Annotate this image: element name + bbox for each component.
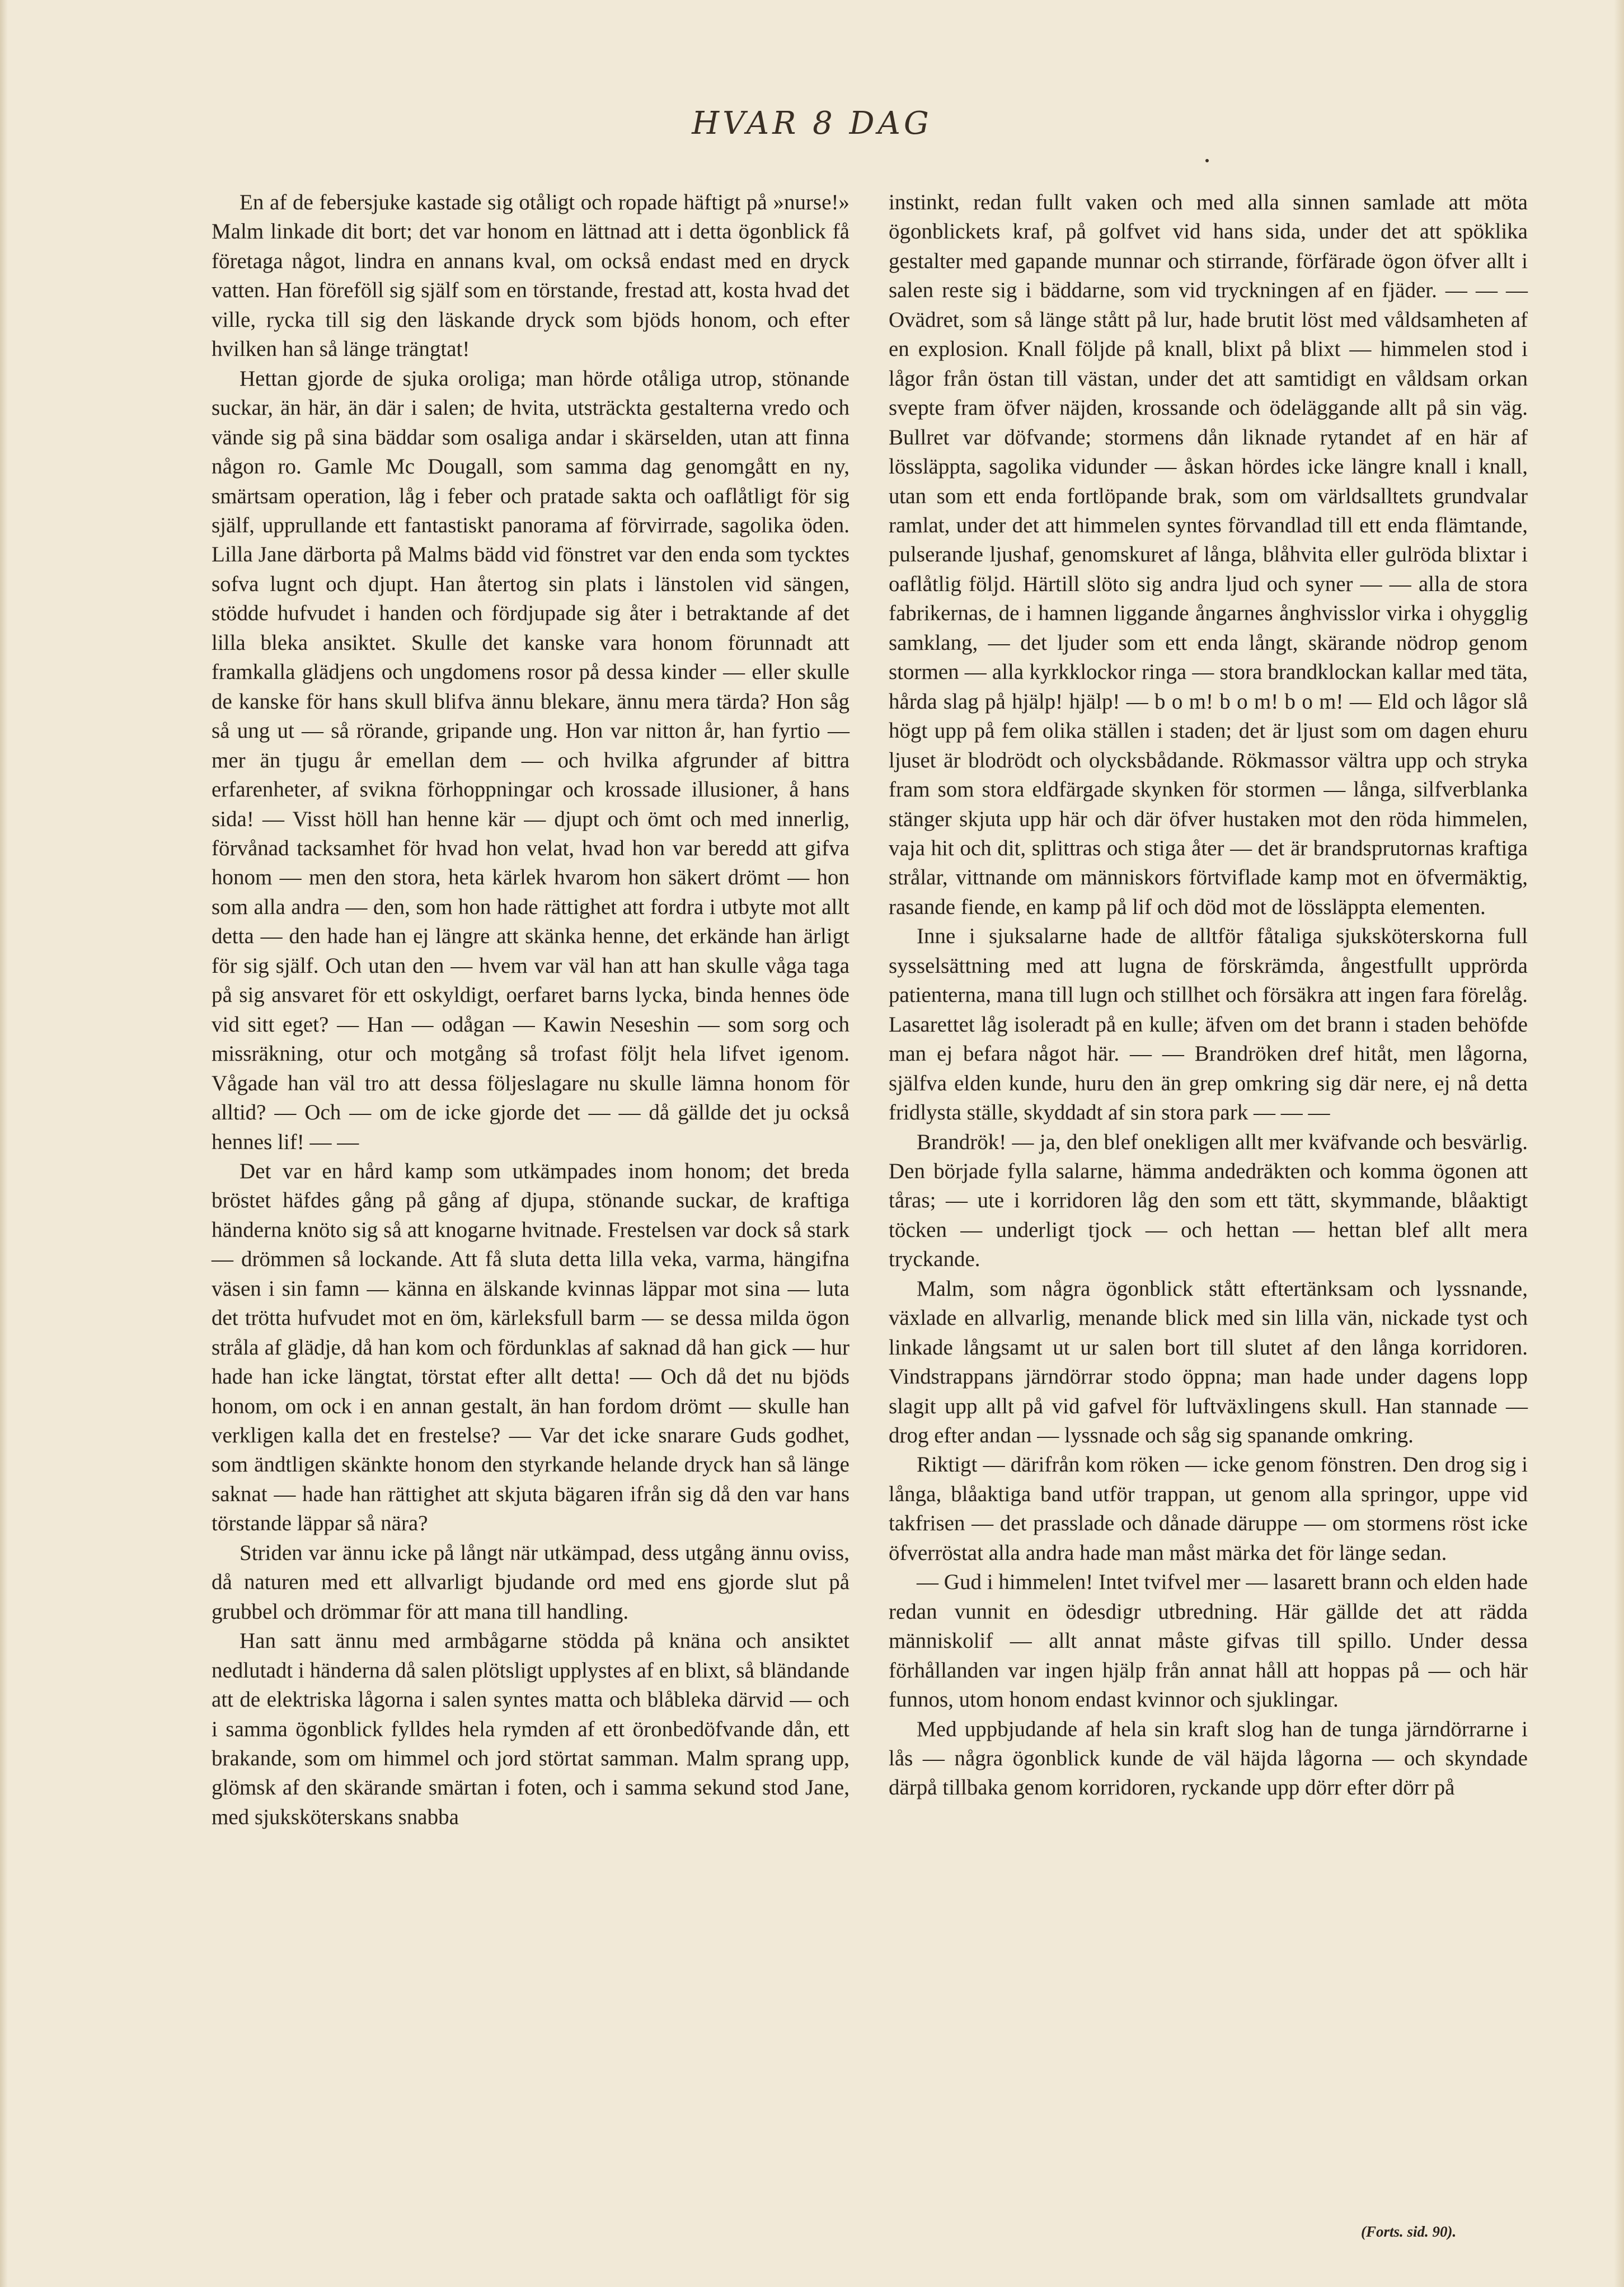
paragraph: Det var en hård kamp som utkämpades inom honom; det breda bröstet häfdes gång på gång af djupa, stönande suckar, de kraftiga händerna knöto sig så att knogarne hvitnade. Frestelsen var dock så stark — drömmen så lockande. Att få sluta detta lilla veka, varma, hängifna väsen i sin famn — känna en älskande kvinnas läppar mot sina — luta det trötta hufvudet mot en öm, kärleksfull barm — se dessa milda ögon stråla af glädje, då han kom och fördunklas af saknad då han gick — hur hade han icke längtat, törstat efter allt detta! — Och då det nu bjöds honom, om ock i en annan gestalt, än han fordom drömt — skulle han verkligen kalla det en frestelse? — Var det icke snarare Guds godhet, som ändtligen skänkte honom den styrkande helande dryck han så länge saknat — hade han rättighet att skjuta bägaren ifrån sig då den var hans törstande läppar så nära? [212,1159,849,1536]
right-column [889,188,1528,1803]
paragraph: Striden var ännu icke på långt när utkämpad, dess utgång ännu oviss, då naturen med ett allvarligt bjudande ord med ens gjorde slut på grubbel och drömmar för att mana till handling. [212,1540,849,1624]
paragraph: Brandrök! — ja, den blef onekligen allt mer kväfvande och besvärlig. Den började fylla salarne, hämma andedräkten och komma ögonen att tåras; — ute i korridoren låg den som ett tätt, skymmande, blåaktigt töcken — underligt tjock — och hettan — hettan blef allt mera tryckande. [889,1130,1528,1272]
paragraph: Riktigt — därifrån kom röken — icke genom fönstren. Den drog sig i långa, blåaktiga band utför trappan, ut genom alla springor, uppe vid takfrisen — det prasslade och dånade däruppe — om stormens röst icke öfverröstat alla andra hade man måst märka det för länge sedan. [889,1452,1528,1565]
page-edge-right [1614,0,1624,2287]
paragraph: Han satt ännu med armbågarne stödda på knäna och ansiktet nedlutadt i händerna då salen plötsligt upplystes af en blixt, så bländande att de elektriska lågorna i salen syntes matta och blåbleka därvid — och i samma ögonblick fylldes hela rymden af ett öronbedöfvande dån, ett brakande, som om himmel och jord störtat samman. Malm sprang upp, glömsk af den skärande smärtan i foten, och i samma sekund stod Jane, med sjuksköterskans snabba [212,1629,849,1829]
paragraph: Hettan gjorde de sjuka oroliga; man hörde otåliga utrop, stönande suckar, än här, än där i salen; de hvita, utsträckta gestalterna vredo och vände sig på sina bäddar som osaliga andar i skärselden, utan att finna någon ro. Gamle Mc Dougall, som samma dag genomgått en ny, smärtsam operation, låg i feber och pratade sakta och oaflåtligt för sig själf, upprullande ett fantastiskt panorama af förvirrade, sagolika öden. Lilla Jane därborta på Malms bädd vid fönstret var den enda som tycktes sofva lugnt och djupt. Han återtog sin plats i länstolen vid sängen, stödde hufvudet i handen och fördjupade sig åter i betraktande af det lilla bleka ansiktet. Skulle det kanske vara honom förunnadt att framkalla glädjens och ungdomens rosor på dessa kinder — eller skulle de kanske för hans skull blifva ännu blekare, ännu mera tärda? Hon såg så ung ut — så rörande, gripande ung. Hon var nitton år, han fyrtio — mer än tjugu år emellan dem — och hvilka afgrunder af bittra erfarenheter, af svikna förhoppningar och krossade illusioner, å hans sida! — Visst höll han henne kär — djupt och ömt och med innerlig, förvånad tacksamhet för hvad hon velat, hvad hon var beredd att gifva honom — men den stora, heta kärlek hvarom hon säkert drömt — hon som alla andra — den, som hon hade rättighet att fordra i utbyte mot allt detta — den hade han ej längre att skänka henne, det erkände han ärligt för sig själf. Och utan den — hvem var väl han att han skulle våga taga på sig ansvaret för ett oskyldigt, oerfaret barns lycka, binda hennes öde vid sitt eget? — Han — odågan — Kawin Neseshin — som sorg och missräkning, otur och motgång så trofast följt hela lifvet igenom. Vågade han väl tro att dessa följeslagare nu skulle lämna honom för alltid? — Och — om de icke gjorde det — — då gällde det ju också hennes lif! — — [212,366,849,1154]
paragraph: Med uppbjudande af hela sin kraft slog han de tunga järndörrarne i lås — några ögonblick kunde de väl häjda lågorna — och skyndade därpå tillbaka genom korridoren, ryckande upp dörr efter dörr på [889,1717,1528,1800]
paragraph: En af de febersjuke kastade sig otåligt och ropade häftigt på »nurse!» Malm linkade dit bort; det var honom en lättnad att i detta ögonblick få företaga något, lindra en annans kval, om också endast med en dryck vatten. Han föreföll sig själf som en törstande, frestad att, kosta hvad det ville, rycka till sig den läskande dryck som bjöds honom, och efter hvilken han så länge trängtat! [212,190,849,362]
paragraph: instinkt, redan fullt vaken och med alla sinnen samlade att möta ögonblickets kraf, på golfvet vid hans sida, under det att spöklika gestalter med gapande munnar och stirrande, förfärade ögon öfver allt i salen reste sig i bäddarne, som vid tryckningen af en fjäder. — — — Ovädret, som så länge stått på lur, hade brutit löst med våldsamheten af en explosion. Knall följde på knall, blixt på blixt — himmelen stod i lågor från östan till västan, under det att samtidigt en våldsam orkan svepte fram öfver näjden, krossande och ödeläggande allt på sin väg. Bullret var döfvande; stormens dån liknade rytandet af en här af lössläppta, sagolika vidunder — åskan hördes icke längre knall i knall, utan som ett enda fortlöpande brak, som om världsalltets grundvalar ramlat, under det att himmelen syntes förvandlad till ett enda flämtande, pulserande ljushaf, genomskuret af långa, blåhvita eller gulröda blixtar i oaflåtlig följd. Härtill slöto sig andra ljud och syner — — alla de stora fabrikernas, de i hamnen liggande ångarnes ånghvisslor virka i ohygglig samklang, — det ljuder som ett enda långt, skärande nödrop genom stormen — alla kyrkklockor ringa — stora brandklockan kallar med täta, hårda slag på hjälp! hjälp! — b o m! b o m! b o m! — Eld och lågor slå högt upp på fem olika ställen i staden; det är ljust som om dagen ehuru ljuset är blodrödt och olycksbådande. Rökmassor vältra upp och stryka fram som stora eldfärgade skynken för stormen — långa, silfverblanka stänger skjuta upp här och där öfver hustaken mot den röda himmelen, vaja hit och dit, splittras och stiga åter — det är brandsprutornas kraftiga strålar, vittnande om människors förtviflade kamp mot en öfvermäktig, rasande fiende, en kamp på lif och död mot de lössläppta elementen. [889,190,1528,919]
left-column [212,188,849,1832]
continuation-note: (Forts. sid. 90). [1361,2223,1457,2240]
page-header: HVAR 8 DAG [692,105,932,142]
paragraph: Inne i sjuksalarne hade de alltför fåtaliga sjuksköterskorna full sysselsättning med att lugna de förskrämda, ångestfullt upprörda patienterna, mana till lugn och stillhet och försäkra att ingen fara förelåg. Lasarettet låg isoleradt på en kulle; äfven om det brann i staden behöfde man ej befara något här. — — Brandröken dref hitåt, men lågorna, själfva elden kunde, huru den än grep omkring sig där nere, ej nå detta fridlysta ställe, skyddadt af sin stora park — — — [889,924,1528,1125]
paragraph: Malm, som några ögonblick stått eftertänksam och lyssnande, växlade en allvarlig, menande blick med sin lilla vän, nickade tyst och linkade långsamt ut ur salen bort till slutet af den långa korridoren. Vindstrappans järndörrar stodo öppna; man hade under dagens lopp slagit upp allt på vid gafvel för luftväxlingens skull. Han stannade — drog efter andan — lyssnade och såg sig spanande omkring. [889,1276,1528,1448]
page-edge-left [0,0,8,2287]
paragraph: — Gud i himmelen! Intet tvifvel mer — lasarett brann och elden hade redan vunnit en ödesdigr utbredning. Här gällde det att rädda människolif — allt annat måste gifvas till spillo. Under dessa förhållanden var ingen hjälp från annat håll att hoppas på — och här funnos, utom honom endast kvinnor och sjuklingar. [889,1570,1528,1712]
header-dot [1205,159,1209,162]
